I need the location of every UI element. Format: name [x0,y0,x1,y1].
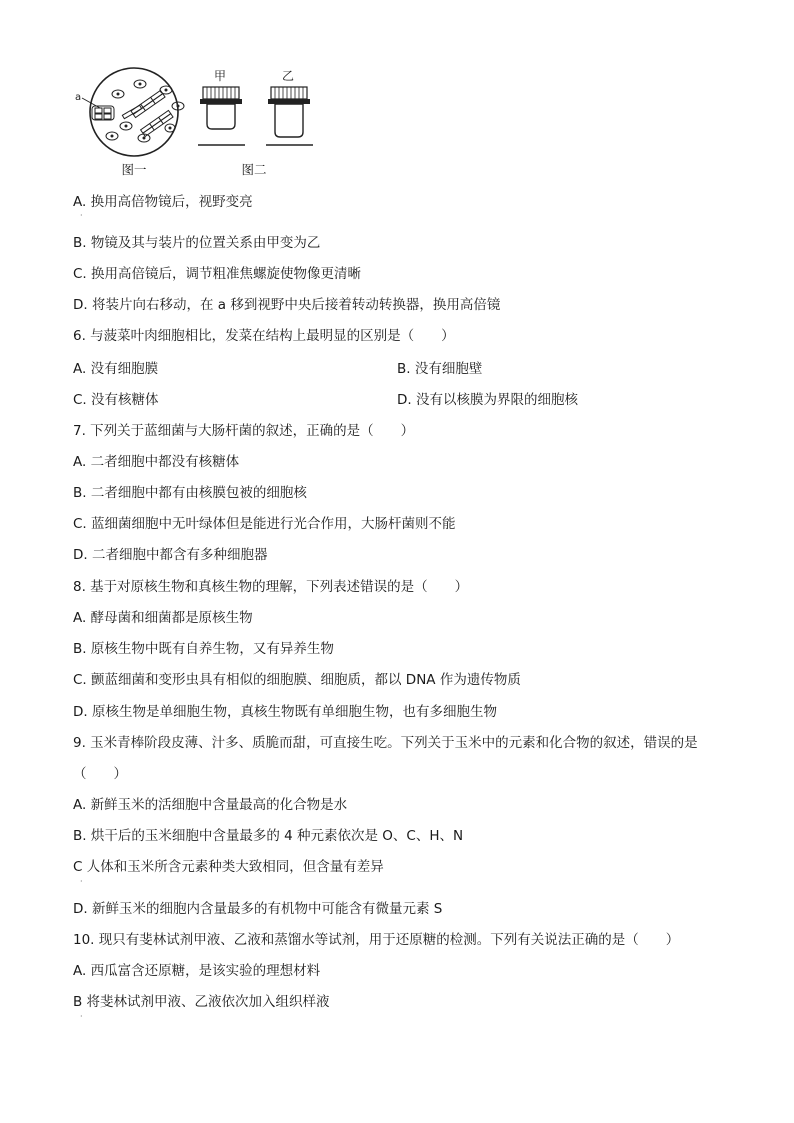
q6-option-c: C. 没有核糖体 [73,392,159,408]
figure1-field-of-view [75,68,184,156]
figure1-caption: 图一 [121,162,147,177]
q8-stem: 8. 基于对原核生物和真核生物的理解，下列表述错误的是（ ） [73,579,469,595]
q6-option-d: D. 没有以核膜为界限的细胞核 [397,392,578,408]
q9-option-c: C 人体和玉米所含元素种类大致相同，但含量有差异 [73,859,384,875]
q5-option-c: C. 换用高倍镜后，调节粗准焦螺旋使物像更清晰 [73,266,362,282]
figure2-label-jia: 甲 [213,69,227,83]
figure2-label-yi: 乙 [281,69,295,83]
stray-dot: · [80,1012,83,1021]
figure2-objective-yi [266,69,313,145]
q10-stem: 10. 现只有斐林试剂甲液、乙液和蒸馏水等试剂，用于还原糖的检测。下列有关说法正确的是（ ） [73,932,680,948]
q6-option-b: B. 没有细胞壁 [397,361,483,377]
figure-area [70,66,370,182]
q10-option-b: B 将斐林试剂甲液、乙液依次加入组织样液 [73,994,330,1010]
q9-option-d: D. 新鲜玉米的细胞内含量最多的有机物中可能含有微量元素 S [73,901,443,917]
q8-option-d: D. 原核生物是单细胞生物，真核生物既有单细胞生物，也有多细胞生物 [73,704,497,720]
q7-option-d: D. 二者细胞中都含有多种细胞器 [73,547,268,563]
q9-stem-line2: （ ） [73,766,127,782]
figure2-caption: 图二 [241,162,267,177]
q6-option-a: A. 没有细胞膜 [73,361,159,377]
stray-dot: · [80,211,83,220]
q9-option-a: A. 新鲜玉米的活细胞中含量最高的化合物是水 [73,797,348,813]
stray-dot: · [80,877,83,886]
q5-option-b: B. 物镜及其与装片的位置关系由甲变为乙 [73,235,321,251]
q7-option-b: B. 二者细胞中都有由核膜包被的细胞核 [73,485,307,501]
q10-option-a: A. 西瓜富含还原糖，是该实验的理想材料 [73,963,321,979]
q7-option-a: A. 二者细胞中都没有核糖体 [73,454,240,470]
q8-option-c: C. 颤蓝细菌和变形虫具有相似的细胞膜、细胞质，都以 DNA 作为遗传物质 [73,672,521,688]
q9-option-b: B. 烘干后的玉米细胞中含量最多的 4 种元素依次是 O、C、H、N [73,828,464,844]
q5-option-a: A. 换用高倍物镜后，视野变亮 [73,194,253,210]
q8-option-b: B. 原核生物中既有自养生物，又有异养生物 [73,641,334,657]
q5-option-d: D. 将装片向右移动，在 a 移到视野中央后接着转动转换器，换用高倍镜 [73,297,501,313]
q8-option-a: A. 酵母菌和细菌都是原核生物 [73,610,253,626]
microscope-figure-illustration [70,66,370,182]
q7-stem: 7. 下列关于蓝细菌与大肠杆菌的叙述，正确的是（ ） [73,423,415,439]
q7-option-c: C. 蓝细菌细胞中无叶绿体但是能进行光合作用，大肠杆菌则不能 [73,516,456,532]
q9-stem-line1: 9. 玉米青棒阶段皮薄、汁多、质脆而甜，可直接生吃。下列关于玉米中的元素和化合物的叙述，错误的是 [73,735,698,751]
figure1-label-a: a [75,92,82,103]
q6-stem: 6. 与菠菜叶肉细胞相比，发菜在结构上最明显的区别是（ ） [73,328,455,344]
figure2-objective-jia [198,69,245,145]
